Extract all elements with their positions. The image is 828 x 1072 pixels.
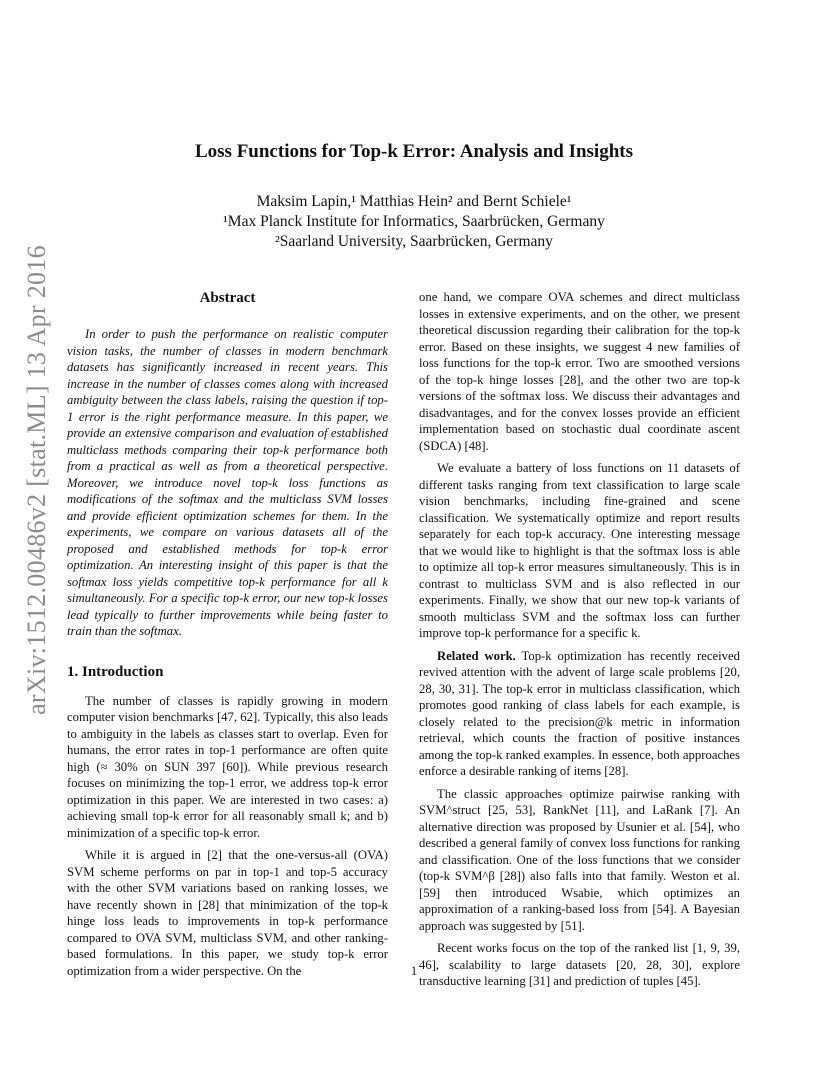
authors-line: Maksim Lapin,¹ Matthias Hein² and Bernt Schiele¹ [256,193,572,210]
right-paragraph-1: one hand, we compare OVA schemes and direct multiclass losses in extensive experiments, and on the other, we present theoretical discussion regarding their calibration for the top-k error. Based on these insights, we suggest 4 new families of loss functions for the top-k error. Two are smoothed versions of the top-k hinge losses [28], and the other two are top-k versions of the softmax loss. We discuss their advantages and disadvantages, and for the convex losses provide an efficient implementation based on stochastic dual coordinate ascent (SDCA) [48]. [419,290,740,453]
related-work-paragraph [419,648,740,780]
left-column [67,289,388,985]
related-work-text: Top-k optimization has recently received revived attention with the advent of large scale problems [20, 28, 30, 31]. The top-k error in multiclass classification, which promotes good ranking of class labels for each example, is closely related to the precision@k metric in information retrieval, which counts the fraction of positive instances among the top-k ranked examples. In essence, both approaches enforce a desirable ranking of items [28]. [419,648,740,778]
right-paragraph-2: We evaluate a battery of loss functions on 11 datasets of different tasks ranging from text classification to large scale vision benchmarks, including fine-grained and scene classification. We systematically optimize and report results separately for each top-k accuracy. One interesting message that we would like to highlight is that the softmax loss is able to optimize all top-k error measures simultaneously. This is in contrast to multiclass SVM and is also reflected in our experiments. Finally, we show that our new top-k variants of smooth multiclass SVM and the softmax loss can further improve top-k performance for a specific k. [419,461,740,640]
related-work-label: Related work. [437,648,516,663]
author-block [0,192,828,252]
paper-title: Loss Functions for Top-k Error: Analysis and Insights [194,141,633,162]
affiliation-2: ²Saarland University, Saarbrücken, Germany [275,233,553,250]
intro-paragraph-2: While it is argued in [2] that the one-versus-all (OVA) SVM scheme performs on par in top-1 and top-5 accuracy with the other SVM variations based on ranking losses, we have recently shown in [28] that minimization of the top-k hinge loss leads to improvements in top-k performance compared to OVA SVM, multiclass SVM, and other ranking-based formulations. In this paper, we study top-k error optimization from a wider perspective. On the [67,848,388,978]
section-heading-introduction: 1. Introduction [67,663,164,680]
abstract-heading: Abstract [199,290,256,306]
page-number: 1 [410,964,418,978]
arxiv-identifier-stamp: arXiv:1512.00486v2 [stat.ML] 13 Apr 2016 [22,245,51,715]
affiliation-1: ¹Max Planck Institute for Informatics, Saarbrücken, Germany [223,213,605,230]
abstract-text: In order to push the performance on realistic computer vision tasks, the number of classes in modern benchmark datasets has significantly increased in recent years. This increase in the number of classes comes along with increased ambiguity between the class labels, raising the question if top-1 error is the right performance measure. In this paper, we provide an extensive comparison and evaluation of established multiclass methods comparing their top-k performance both from a practical as well as from a theoretical perspective. Moreover, we introduce novel top-k loss functions as modifications of the softmax and the multiclass SVM losses and provide efficient optimization schemes for them. In the experiments, we compare on various datasets all of the proposed and established methods for top-k error optimization. An interesting insight of this paper is that the softmax loss yields competitive top-k performance for all k simultaneously. For a specific top-k error, our new top-k losses lead typically to further improvements while being faster to train than the softmax. [67,327,388,638]
right-paragraph-4: The classic approaches optimize pairwise ranking with SVM^struct [25, 53], RankNet [11], and LaRank [7]. An alternative direction was proposed by Usunier et al. [54], who described a general family of convex loss functions for ranking and classification. One of the loss functions that we consider (top-k SVM^β [28]) also falls into that family. Weston et al. [59] then introduced Wsabie, which optimizes an approximation of a ranking-based loss from [54]. A Bayesian approach was suggested by [51]. [419,786,740,933]
right-paragraph-5: Recent works focus on the top of the ranked list [1, 9, 39, 46], scalability to large datasets [20, 28, 30], explore transductive learning [31] and prediction of tuples [45]. [419,941,740,988]
intro-paragraph-1: The number of classes is rapidly growing in modern computer vision benchmarks [47, 62]. Typically, this also leads to ambiguity in the labels as classes start to overlap. Even for humans, the error rates in top-1 performance are often quite high (≈ 30% on SUN 397 [60]). While previous research focuses on minimizing the top-1 error, we address top-k error optimization in this paper. We are interested in two cases: a) achieving small top-k error for all reasonably small k; and b) minimization of a specific top-k error. [67,693,388,840]
right-column [419,289,740,996]
